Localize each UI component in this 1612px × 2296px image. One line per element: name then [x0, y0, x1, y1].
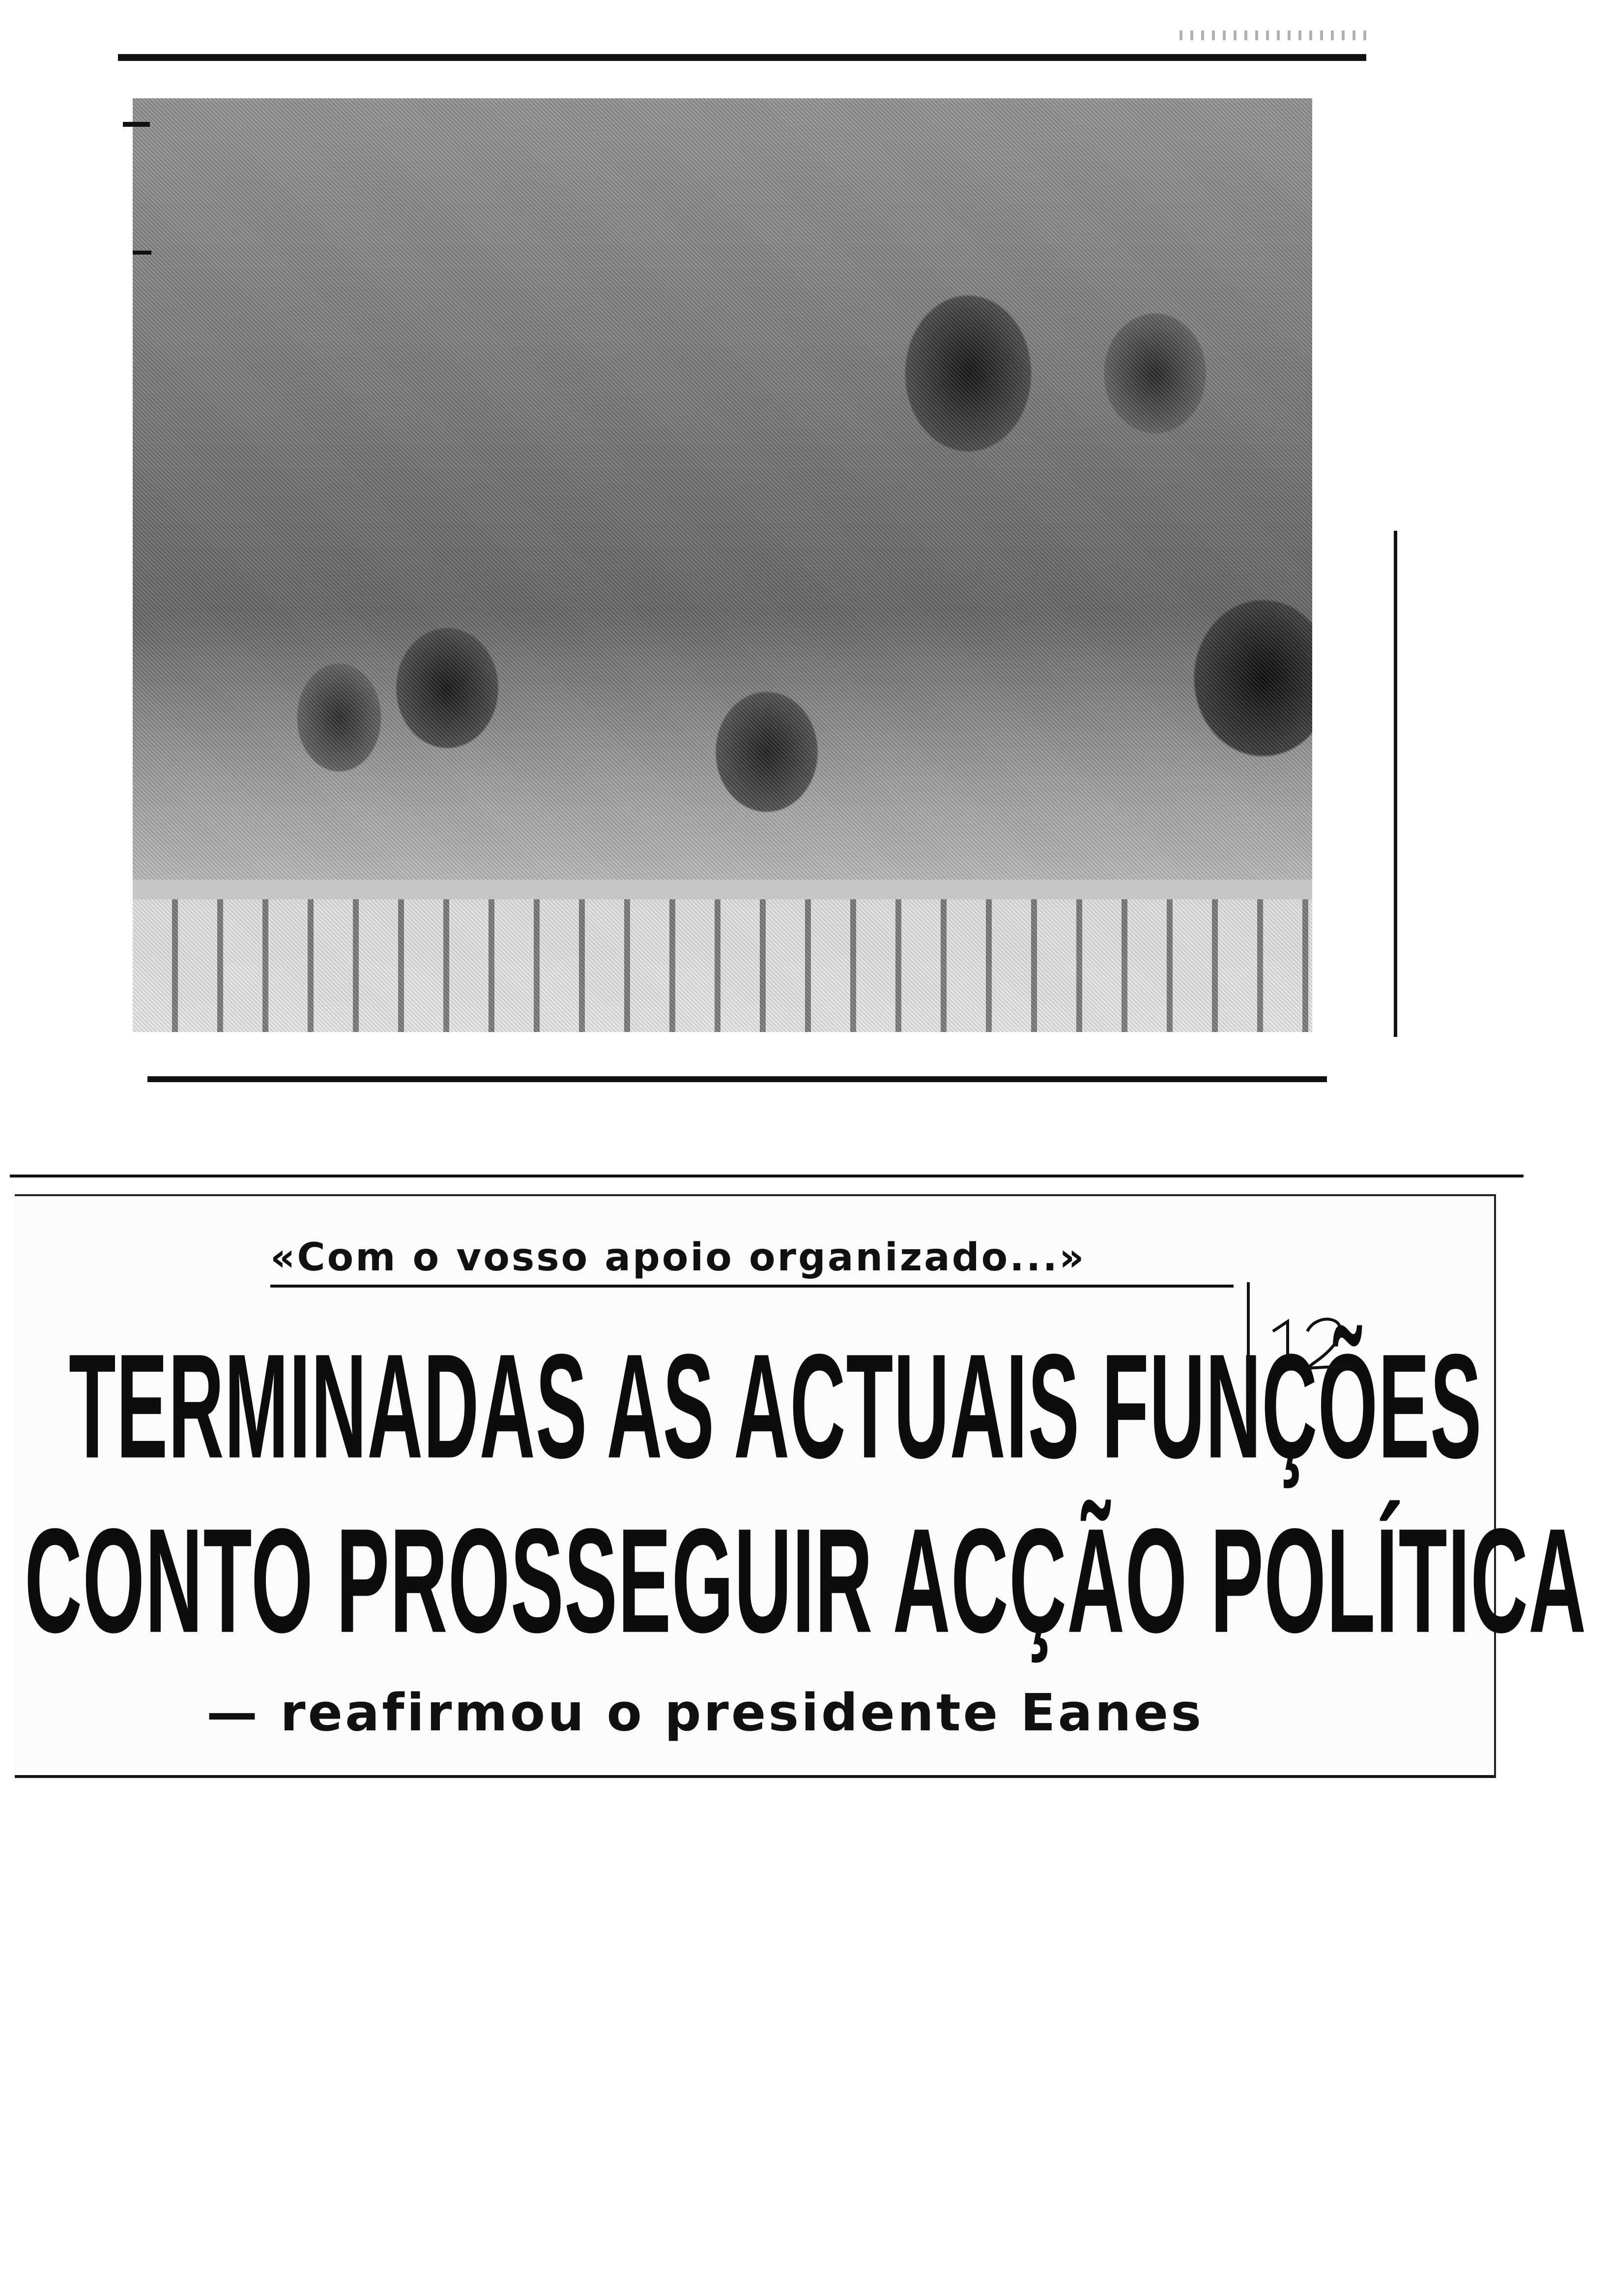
- headline-title-line-1: TERMINADAS AS ACTUAIS FUNÇÕES: [69, 1323, 1482, 1490]
- clipping-bottom-rule: [15, 1775, 1494, 1777]
- headline-title-line-2: CONTO PROSSEGUIR ACÇÃO POLÍTICA: [25, 1498, 1587, 1664]
- photo-table-top: [133, 880, 1312, 899]
- top-rule-texture: [1180, 30, 1366, 40]
- headline-byline: — reafirmou o presidente Eanes: [206, 1683, 1204, 1743]
- photo-right-rule: [1394, 531, 1397, 1037]
- headline-block: [15, 1194, 1587, 1778]
- press-photo: [133, 98, 1312, 1032]
- handwritten-annotation-icon: [1243, 1277, 1371, 1395]
- kicker-underline: [270, 1285, 1234, 1288]
- section-separator-rule: [10, 1175, 1524, 1177]
- margin-mark-1: [123, 122, 150, 127]
- headline-kicker: «Com o vosso apoio organizado...»: [270, 1235, 1086, 1280]
- top-rule: [118, 54, 1366, 61]
- margin-mark-2: [133, 251, 151, 255]
- photo-bottom-rule: [147, 1076, 1327, 1082]
